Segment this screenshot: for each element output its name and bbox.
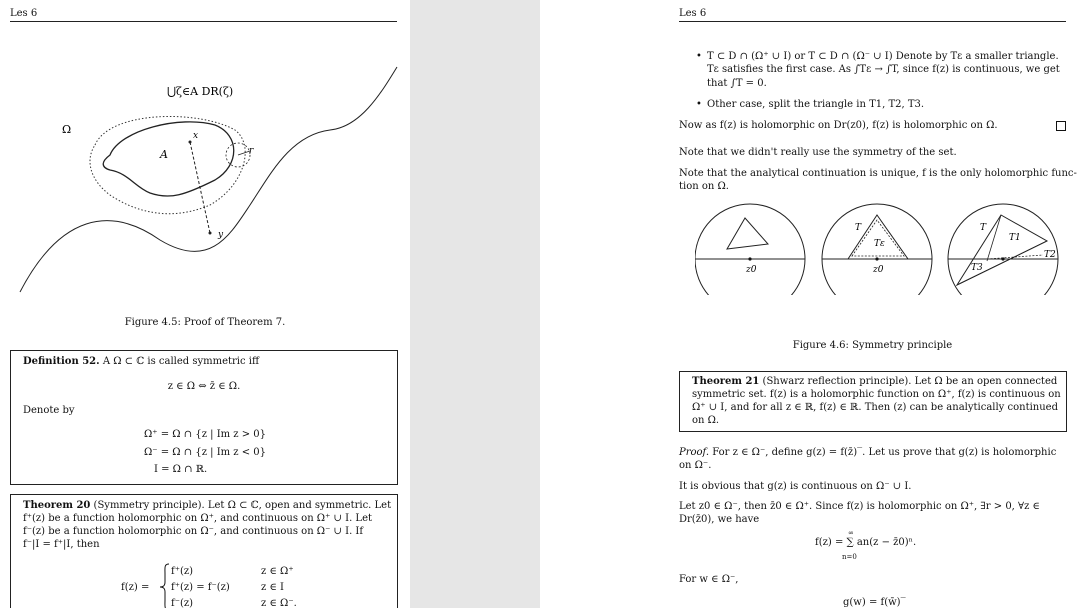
definition-eq2: Ω⁺ = Ω ∩ {z | Im z > 0} [144, 429, 267, 440]
z0-point-3 [1001, 257, 1004, 260]
bullet-1-line2: Tε satisfies the first case. As ∫Tε → ∫T, since f(z) is continuous, we get [707, 64, 1060, 75]
case2: f⁺(z) = f⁻(z) [171, 582, 230, 593]
theorem-20-line1 [23, 500, 391, 512]
let-line1: Let z0 ∈ Ω⁻, then z̄0 ∈ Ω⁺. Since f(z) is holomorphic on Ω⁺, ∃r > 0, ∀z ∈ [679, 501, 1040, 512]
case1: f⁺(z) [171, 566, 194, 577]
Te-label: Tε [874, 239, 885, 249]
proof-text1: For z ∈ Ω⁻, define g(z) = f(z̄)‾. Let us prove that g(z) is holomorphic [712, 447, 1057, 458]
left-header: Les 6 [10, 8, 38, 19]
proof-line2: on Ω⁻. [679, 460, 712, 471]
theorem-21-text1: Let Ω be an open connected [914, 376, 1058, 387]
T-label-3: T [980, 223, 987, 233]
disk-1 [695, 204, 805, 295]
theorem-21-line3: Ω⁺ ∪ I, and for all z ∈ ℝ, f(z) ∈ ℝ. Then (z) can be analytically continued [692, 402, 1058, 413]
T3-label: T3 [971, 263, 983, 273]
label-x: x [193, 131, 199, 141]
theorem-20-title: Theorem 20 [23, 500, 91, 511]
bullet-2-dot: • [696, 99, 702, 110]
cond1: z ∈ Ω⁺ [261, 566, 294, 577]
right-page [540, 0, 1080, 608]
z0-label-1: z0 [746, 265, 757, 275]
theorem-20-fz: f(z) = [121, 582, 150, 593]
sum-bottom: n=0 [842, 553, 857, 561]
bullet-1-line3: that ∫T = 0. [707, 78, 767, 89]
proof-label: Proof. [679, 447, 710, 458]
definition-title: Definition 52. [23, 356, 100, 367]
theorem-21-title: Theorem 21 [692, 376, 760, 387]
right-header: Les 6 [679, 8, 707, 19]
note-2-line1: Note that the analytical continuation is unique, f is the only holomorphic func- [679, 168, 1077, 179]
figure-4-6-caption: Figure 4.6: Symmetry principle [792, 340, 953, 351]
definition-52-box [10, 350, 398, 485]
proof-figure [0, 55, 410, 305]
definition-eq3: Ω⁻ = Ω ∩ {z | Im z < 0} [144, 447, 267, 458]
qed-square [1056, 121, 1066, 131]
obvious-line: It is obvious that g(z) is continuous on Ω⁻ ∪ I. [679, 481, 912, 492]
note-1: Note that we didn't really use the symmetry of the set. [679, 147, 957, 158]
union-region [90, 116, 245, 213]
bullet-1-dot: • [696, 51, 702, 62]
theorem-20-box [10, 494, 398, 608]
label-r: r [249, 146, 254, 156]
definition-denote: Denote by [23, 405, 75, 416]
symmetry-figure [695, 203, 1070, 295]
point-x [189, 141, 192, 144]
left-page [0, 0, 410, 608]
case3: f⁻(z) [171, 598, 194, 608]
theorem-21-box [679, 371, 1067, 432]
disk-2 [822, 204, 932, 295]
holo-line: Now as f(z) is holomorphic on Dr(z0), f(z) is holomorphic on Ω. [679, 120, 998, 131]
theorem-20-text1: Let Ω ⊂ ℂ, open and symmetric. Let [207, 500, 392, 511]
figure-4-5-caption: Figure 4.5: Proof of Theorem 7. [124, 317, 286, 328]
definition-eq1: z ∈ Ω ⇔ z̄ ∈ Ω. [167, 381, 241, 392]
x-y-segment [190, 142, 210, 233]
set-A [103, 122, 234, 196]
z0-label-2: z0 [873, 265, 884, 275]
proof-line1 [679, 447, 1056, 459]
theorem-21-line4: on Ω. [692, 415, 720, 426]
gw-formula: g(w) = f(w̄)‾ [843, 597, 906, 608]
bullet-1-line1: T ⊂ D ∩ (Ω⁺ ∪ I) or T ⊂ D ∩ (Ω⁻ ∪ I) Denote by Tε a smaller triangle. [707, 51, 1059, 62]
right-header-rule [679, 21, 1066, 22]
let-line2: Dr(z̄0), we have [679, 514, 760, 525]
label-y: y [218, 230, 224, 240]
point-y [209, 232, 212, 235]
theorem-20-line2: f⁺(z) be a function holomorphic on Ω⁺, and continuous on Ω⁺ ∪ I. Let [23, 513, 372, 524]
label-omega: Ω [62, 123, 72, 136]
cond3: z ∈ Ω⁻. [261, 598, 297, 608]
definition-eq4: I = Ω ∩ ℝ. [154, 464, 208, 475]
T2-label: T2 [1044, 250, 1056, 260]
for-w-line: For w ∈ Ω⁻, [679, 574, 739, 585]
definition-intro: A Ω ⊂ ℂ is called symmetric iff [102, 356, 260, 367]
theorem-20-line4: f⁻|I = f⁺|I, then [23, 539, 100, 550]
z0-point-2 [875, 257, 878, 260]
sum-top: ∞ [848, 529, 854, 537]
theorem-21-line1 [692, 376, 1057, 388]
label-union: ⋃ζ∈A DR(ζ) [167, 85, 234, 98]
series-formula: f(z) = ∑ an(z − z̄0)ⁿ. [815, 537, 917, 548]
bullet-2: Other case, split the triangle in T1, T2, T3. [707, 99, 925, 110]
theorem-21-name: (Shwarz reflection principle). [762, 376, 912, 387]
label-A: A [160, 148, 168, 161]
left-header-rule [10, 21, 397, 22]
split-edge-3 [987, 255, 1043, 259]
T1-label: T1 [1009, 233, 1021, 243]
case-brace [159, 562, 171, 608]
theorem-20-name: (Symmetry principle). [93, 500, 205, 511]
definition-52-line [23, 356, 259, 368]
T-label-2: T [855, 223, 862, 233]
triangle-split [957, 215, 1047, 285]
triangle-1 [727, 218, 768, 249]
theorem-20-line3: f⁻(z) be a function holomorphic on Ω⁻, and continuous on Ω⁻ ∪ I. If [23, 526, 364, 537]
theorem-21-line2: symmetric set. f(z) is a holomorphic function on Ω⁺, f(z) is continuous on [692, 389, 1061, 400]
note-2-line2: tion on Ω. [679, 181, 729, 192]
split-edge-1 [987, 215, 1001, 261]
z0-point-1 [748, 257, 751, 260]
cond2: z ∈ I [261, 582, 284, 593]
omega-boundary [20, 67, 397, 292]
